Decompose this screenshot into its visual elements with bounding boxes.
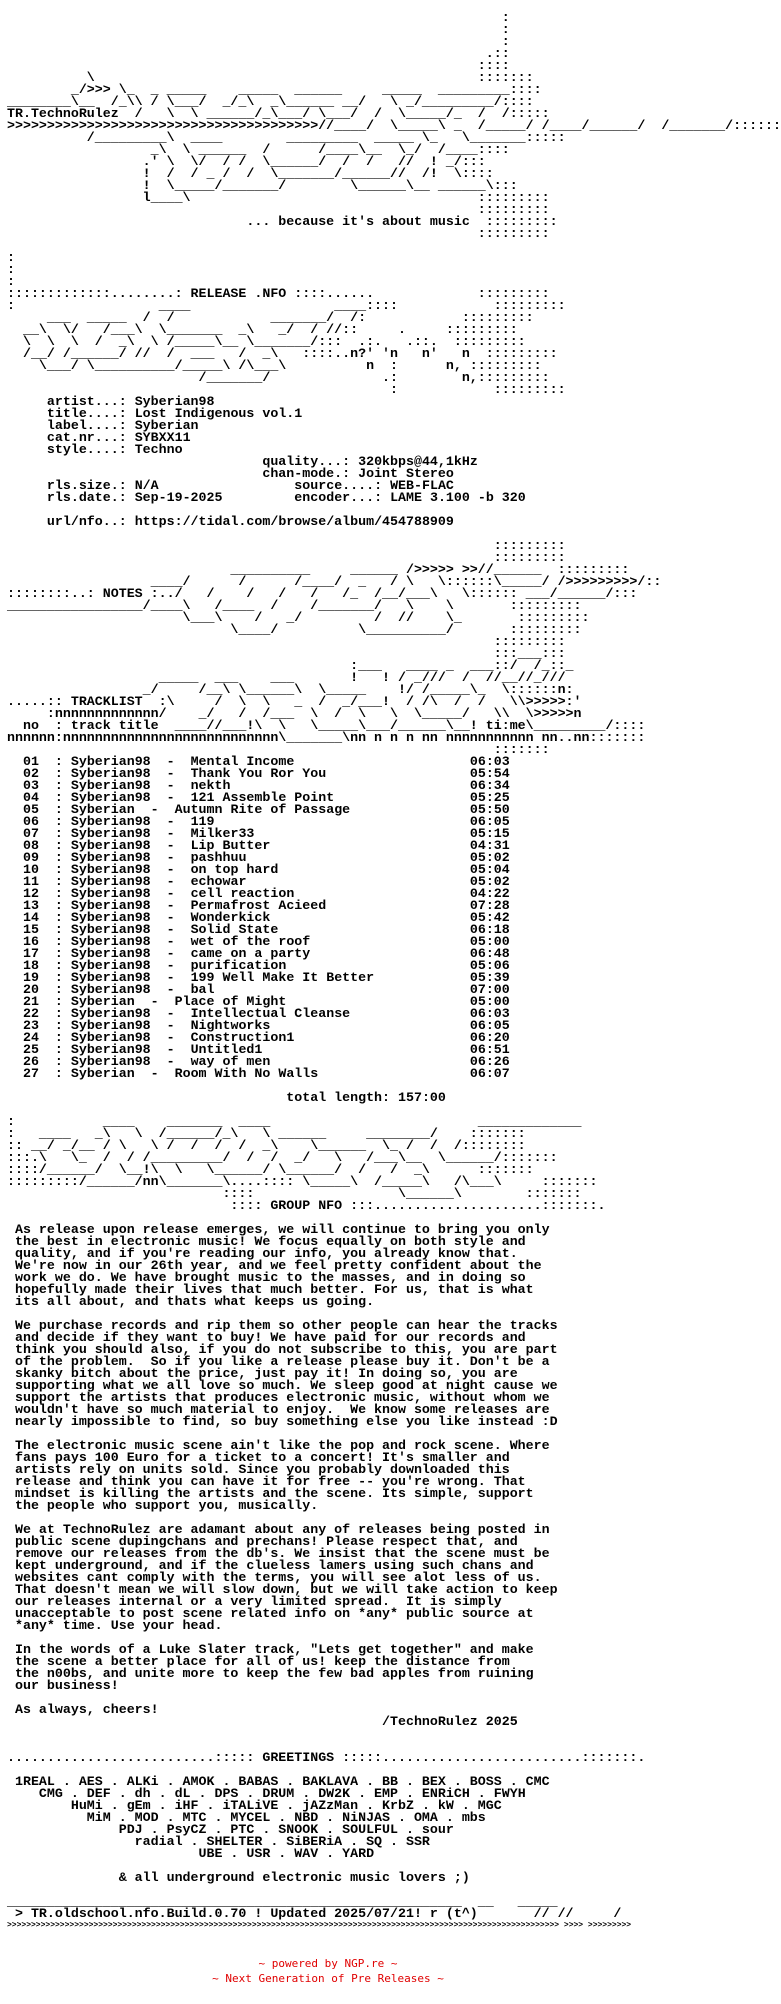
label-value: Syberian xyxy=(134,418,199,433)
track-row: 16 : Syberian98 - wet of the roof 05:00 xyxy=(22,934,510,949)
group-nfo-line: The electronic music scene ain't like the pop and rock scene. Where xyxy=(7,1438,550,1453)
greetings-names: PDJ . PsyCZ . PTC . SNOOK . SOULFUL . sour xyxy=(118,1822,454,1837)
track-number: 08 xyxy=(22,838,39,853)
style-label: style....: xyxy=(46,442,127,457)
track-artist: Syberian xyxy=(70,802,135,817)
track-row: 21 : Syberian - Place of Might 05:00 xyxy=(22,994,510,1009)
release-art-line: : xyxy=(7,250,15,265)
greetings-names: CMG . DEF . dh . dL . DPS . DRUM . DW2K . EMP . ENRiCH . FWYH xyxy=(38,1786,526,1801)
release-art-line xyxy=(7,240,781,252)
track-row: 01 : Syberian98 - Mental Income 06:03 xyxy=(22,754,510,769)
track-artist: Syberian98 xyxy=(70,838,151,853)
url-label: url/nfo..: xyxy=(46,514,127,529)
track-title: came on a party xyxy=(190,946,311,961)
track-time: 05:50 xyxy=(469,802,510,817)
group-nfo-line: /TechnoRulez 2025 xyxy=(7,1714,518,1729)
track-time: 05:42 xyxy=(469,910,510,925)
greetings-names: HuMi . gEm . iHF . iTALiVE . jAZzMan . KrbZ . kW . MGC xyxy=(70,1798,502,1813)
track-title: nekth xyxy=(190,778,231,793)
artist-value: Syberian98 xyxy=(134,394,215,409)
total-length-label: total length: xyxy=(286,1090,391,1105)
greetings-names: radial . SHELTER . SiBERiA . SQ . SSR xyxy=(134,1834,430,1849)
notes-art-line: \___\ / _/ / // \_ ::::::::: xyxy=(7,610,590,625)
group-nfo-line: kept underground, and if the clueless lamers using such chans and xyxy=(7,1558,534,1573)
track-artist: Syberian98 xyxy=(70,922,151,937)
group-nfo-line: our business! xyxy=(7,1678,119,1693)
date-label: rls.date.: xyxy=(46,490,127,505)
track-row: 06 : Syberian98 - 119 06:05 xyxy=(22,814,510,829)
track-number: 06 xyxy=(22,814,39,829)
header-art-line: \ ::::::: xyxy=(7,70,534,85)
chanmode-label: chan-mode.: xyxy=(262,466,351,481)
date-value: Sep-19-2025 xyxy=(134,490,223,505)
group-nfo-line: artists rely on units sold. Since you probably downloaded this xyxy=(7,1462,510,1477)
group-nfo-line: *any* time. Use your head. xyxy=(7,1618,223,1633)
track-artist: Syberian98 xyxy=(70,1018,151,1033)
track-artist: Syberian98 xyxy=(70,1006,151,1021)
info-row-date-encoder xyxy=(7,492,781,504)
group-nfo-line: public scene dupingchans and prechans! Please respect that, and xyxy=(7,1534,518,1549)
track-row: 19 : Syberian98 - 199 Well Make It Better 05:39 xyxy=(22,970,510,985)
track-number: 02 xyxy=(22,766,39,781)
greetings-names: MiM . MOD . MTC . MYCEL . NBD . NiNJAS . OMA . mbs xyxy=(86,1810,486,1825)
notes-art-line: _________________/____\ /____ / /_______/ \ \ ::::::::: xyxy=(7,598,582,613)
tracklist-art-line: ::::::: xyxy=(7,742,550,757)
track-artist: Syberian98 xyxy=(70,982,151,997)
track-time: 04:22 xyxy=(469,886,510,901)
track-time: 06:05 xyxy=(469,814,510,829)
track-row: 26 : Syberian98 - way of men 06:26 xyxy=(22,1054,510,1069)
blank-line xyxy=(7,1728,781,1740)
header-art-line: :::: xyxy=(7,58,510,73)
track-row: 14 : Syberian98 - Wonderkick 05:42 xyxy=(22,910,510,925)
track-row: 20 : Syberian98 - bal 07:00 xyxy=(22,982,510,997)
header-art-line: : xyxy=(7,10,510,25)
track-artist: Syberian98 xyxy=(70,898,151,913)
quality-label: quality...: xyxy=(262,454,351,469)
group-nfo-line: wouldn't have so much material to enjoy. We know some releases are xyxy=(7,1402,550,1417)
group-nfo-line: of the problem. So if you like a release please buy it. Don't be a xyxy=(7,1354,550,1369)
header-art-line: .:: xyxy=(7,46,510,61)
group-nfo-line: hopefully made their lives that much better. For us, that is what xyxy=(7,1282,534,1297)
track-title: Untitled1 xyxy=(190,1042,263,1057)
footer-slogan: ~ Next Generation of Pre Releases ~ xyxy=(212,1972,444,1985)
track-title: purification xyxy=(190,958,287,973)
footer xyxy=(0,1956,656,1986)
track-time: 06:20 xyxy=(469,1030,510,1045)
track-title: pashhuu xyxy=(190,850,247,865)
catnr-label: cat.nr...: xyxy=(46,430,127,445)
release-art-line: __\ \/ /___\ \_______ _\ _/ / //:: . ::::::::: xyxy=(7,322,518,337)
track-number: 09 xyxy=(22,850,39,865)
greetings-line xyxy=(7,1848,781,1860)
group-nfo-line: support the artists that produces electronic music, without whom we xyxy=(7,1390,550,1405)
release-art-line: ___ _____ / / _______/ /: ::::::::: xyxy=(7,310,534,325)
nfo-document xyxy=(7,12,781,1932)
group-nfo-line: supporting what we all love so much. We sleep good at night cause we xyxy=(7,1378,558,1393)
release-art-line: /__/ /______/ // / ___ / _\ ::::..n?' 'n n' n ::::::::: xyxy=(7,346,558,361)
title-value: Lost Indigenous vol.1 xyxy=(134,406,303,421)
notes-art-line: :::___::: xyxy=(7,646,566,661)
track-row: 02 : Syberian98 - Thank You Ror You 05:54 xyxy=(22,766,510,781)
group-logo-art-line: :::::::::/______/nn\_______\....:::: \_____\ /_____\ /\___\ ::::::: xyxy=(7,1174,598,1189)
notes-art-line: ::::::::: xyxy=(7,634,566,649)
track-row: 05 : Syberian - Autumn Rite of Passage 05:50 xyxy=(22,802,510,817)
notes-section-header: ::::::::..: NOTES :../ / / / / /_ /__/___\ \:::::: ___/______/::: xyxy=(7,586,638,601)
track-number: 23 xyxy=(22,1018,39,1033)
track-number: 03 xyxy=(22,778,39,793)
track-title: Construction1 xyxy=(190,1030,295,1045)
track-title: Milker33 xyxy=(190,826,255,841)
track-row: 27 : Syberian - Room With No Walls 06:07 xyxy=(22,1066,510,1081)
track-time: 05:00 xyxy=(469,994,510,1009)
track-title: Lip Butter xyxy=(190,838,271,853)
header-art-line: ::::::::: xyxy=(7,226,550,241)
track-row: 03 : Syberian98 - nekth 06:34 xyxy=(22,778,510,793)
track-number: 26 xyxy=(22,1054,39,1069)
track-number: 05 xyxy=(22,802,39,817)
track-time: 06:07 xyxy=(469,1066,510,1081)
quality-value: 320kbps@44,1kHz xyxy=(358,454,478,469)
track-artist: Syberian98 xyxy=(70,874,151,889)
build-bar-bottom: >>>>>>>>>>>>>>>>>>>>>>>>>>>>>>>>>>>>>>>>>>>>>>>>>>>>>>>>>>>>>>>>>>>>>>>>>>>>>>>>>>>>>>>>>>>>>>>>>>>>>>>>>>>>>>>>>>> >>>> >>>>>>>>> xyxy=(7,1921,632,1930)
group-logo-art-line: :: __/ _/__ / \ \ / / / / _\ \______ \_ / / /:::::::: xyxy=(7,1138,526,1153)
group-logo-line: TR.TechnoRulez / \ \ ______/_\___/ \___/ / \_____/_ / /::::: xyxy=(7,106,550,121)
group-logo-art-line: ::::/______/ \__!\ \ \______/ \______/ / / _\ ::::::: xyxy=(7,1162,534,1177)
track-time: 06:48 xyxy=(469,946,510,961)
track-time: 05:54 xyxy=(469,766,510,781)
track-number: 07 xyxy=(22,826,39,841)
track-artist: Syberian98 xyxy=(70,934,151,949)
track-number: 17 xyxy=(22,946,39,961)
track-row: 15 : Syberian98 - Solid State 06:18 xyxy=(22,922,510,937)
track-time: 06:03 xyxy=(469,754,510,769)
track-row: 25 : Syberian98 - Untitled1 06:51 xyxy=(22,1042,510,1057)
header-art-line: .' \ \/ / / \______/ / / // ! _/::: xyxy=(7,154,486,169)
track-number: 27 xyxy=(22,1066,39,1081)
group-nfo-line: quality, and if you're reading our info, you already know that. xyxy=(7,1246,518,1261)
source-value: WEB-FLAC xyxy=(390,478,454,493)
track-number: 13 xyxy=(22,898,39,913)
group-logo-art-line: :::.\ \_ / / /_________/ / / _/ \ /___\__ \______/::::::: xyxy=(7,1150,558,1165)
track-row: 24 : Syberian98 - Construction1 06:20 xyxy=(22,1030,510,1045)
source-label: source....: xyxy=(294,478,383,493)
tracklist-art-line: _/ /__\ \______\ \_____ !/ /_____\_ \::::::n: xyxy=(7,682,574,697)
release-art-line: : ____ ____:::: ::::::::: xyxy=(7,298,566,313)
greetings-names: UBE . USR . WAV . YARD xyxy=(198,1846,375,1861)
title-label: title....: xyxy=(46,406,127,421)
release-art-line: : xyxy=(7,262,15,277)
track-title: Intellectual Cleanse xyxy=(190,1006,351,1021)
header-art-line: /_________\ ____ _________ _____ \_ \_______::::: xyxy=(7,130,566,145)
track-number: 04 xyxy=(22,790,39,805)
track-row: 11 : Syberian98 - echowar 05:02 xyxy=(22,874,510,889)
header-art-line: ________\__ /_\\ / \___/ _/_\ _\______ __/ \ _/_________/:::: xyxy=(7,94,534,109)
group-nfo-line: the n00bs, and unite more to keep the few bad apples from ruining xyxy=(7,1666,534,1681)
tracklist-section-header: .....:: TRACKLIST :\ / \ \ _ / _/___! / /\ / / \\>>>>>:' xyxy=(7,694,582,709)
encoder-label: encoder...: xyxy=(294,490,383,505)
track-title: way of men xyxy=(190,1054,271,1069)
tracklist xyxy=(7,756,781,1080)
track-title: Permafrost Acieed xyxy=(190,898,327,913)
track-row: 17 : Syberian98 - came on a party 06:48 xyxy=(22,946,510,961)
track-row: 12 : Syberian98 - cell reaction 04:22 xyxy=(22,886,510,901)
url-value: https://tidal.com/browse/album/454788909 xyxy=(134,514,454,529)
release-art-line: : ::::::::: xyxy=(7,382,566,397)
track-row: 08 : Syberian98 - Lip Butter 04:31 xyxy=(22,838,510,853)
group-nfo-line: work we do. We have brought music to the masses, and in doing so xyxy=(7,1270,526,1285)
group-nfo-line: websites cant comply with the terms, you will see alot less of us. xyxy=(7,1570,542,1585)
track-number: 15 xyxy=(22,922,39,937)
header-art-line: l____\ ::::::::: xyxy=(7,190,550,205)
group-nfo-line: fans pays 100 Euro for a ticket to a concert! It's smaller and xyxy=(7,1450,510,1465)
track-number: 25 xyxy=(22,1042,39,1057)
group-logo-art-line: :::: \______\ ::::::: xyxy=(7,1186,582,1201)
group-nfo-line: unacceptable to post scene related info on *any* public source at xyxy=(7,1606,534,1621)
release-art-line: : xyxy=(7,274,15,289)
track-title: 119 xyxy=(190,814,215,829)
track-artist: Syberian98 xyxy=(70,814,151,829)
track-artist: Syberian98 xyxy=(70,910,151,925)
track-row: 10 : Syberian98 - on top hard 05:04 xyxy=(22,862,510,877)
group-nfo-line: our releases internal or a very limited spread. It is simply xyxy=(7,1594,502,1609)
notes-art-line: ::::::::: xyxy=(7,550,566,565)
track-title: Wonderkick xyxy=(190,910,271,925)
track-title: Mental Income xyxy=(190,754,295,769)
tracklist-art-line: :___ ____ _ ___::/ /_::_ xyxy=(7,658,574,673)
track-time: 07:00 xyxy=(469,982,510,997)
build-info-line: > TR.oldschool.nfo.Build.0.70 ! Updated 2025/07/21! r (t^) // // / xyxy=(7,1906,622,1921)
track-title: Nightworks xyxy=(190,1018,271,1033)
powered-by-text: ~ powered by NGP.re ~ xyxy=(258,1957,398,1970)
greetings-names: 1REAL . AES . ALKi . AMOK . BABAS . BAKLAVA . BB . BEX . BOSS . CMC xyxy=(14,1774,550,1789)
total-length-row xyxy=(7,1092,781,1104)
track-time: 06:18 xyxy=(469,922,510,937)
track-time: 07:28 xyxy=(469,898,510,913)
tracklist-art-line: nnnnnn:nnnnnnnnnnnnnnnnnnnnnnnnnnn\_______\nn n n n nn nnnnnnnnnnn nn..nn::::::: xyxy=(7,730,646,745)
track-artist: Syberian98 xyxy=(70,862,151,877)
track-time: 06:34 xyxy=(469,778,510,793)
track-time: 06:03 xyxy=(469,1006,510,1021)
track-artist: Syberian98 xyxy=(70,754,151,769)
track-artist: Syberian98 xyxy=(70,958,151,973)
track-number: 18 xyxy=(22,958,39,973)
track-row: 13 : Syberian98 - Permafrost Acieed 07:28 xyxy=(22,898,510,913)
track-time: 06:05 xyxy=(469,1018,510,1033)
track-title: 121 Assemble Point xyxy=(190,790,335,805)
release-art-line: /_______/ .: n,::::::::: xyxy=(7,370,550,385)
artist-label: artist...: xyxy=(46,394,127,409)
header-art-line: ::::::::: xyxy=(7,202,550,217)
release-section-header: :::::::::::::........: RELEASE .NFO ::::...... ::::::::: xyxy=(7,286,550,301)
group-nfo-line: We're now in our 26th year, and we feel pretty confident about the xyxy=(7,1258,542,1273)
group-nfo-line: That doesn't mean we will slow down, but we will take action to keep xyxy=(7,1582,558,1597)
track-number: 01 xyxy=(22,754,39,769)
track-artist: Syberian98 xyxy=(70,826,151,841)
track-time: 05:00 xyxy=(469,934,510,949)
group-nfo-text xyxy=(7,1224,781,1728)
group-nfo-line: and decide if they want to buy! We have paid for our records and xyxy=(7,1330,526,1345)
release-art-line: \___/ \__________/_____\ /\___\ n : n, ::::::::: xyxy=(7,358,550,373)
track-artist: Syberian98 xyxy=(70,1054,151,1069)
notes-art-line: ____/ / /____/ _ / \ \::::::\_____/ />>>>>>>>>/:: xyxy=(7,574,662,589)
info-row-url xyxy=(7,516,781,528)
group-nfo-line: the scene a better place for all of us! keep the distance from xyxy=(7,1654,510,1669)
header-art-line: _/>>> \_ _ _____ _____ ______ _____ _________:::: xyxy=(7,82,542,97)
tracklist-art-line: _____ ___ ___ ! ! / _/// / //__//_/// xyxy=(7,670,566,685)
group-nfo-line: We purchase records and rip them so other people can hear the tracks xyxy=(7,1318,558,1333)
group-nfo-line: the best in electronic music! We focus equally on both style and xyxy=(7,1234,526,1249)
group-logo-art-line: : ____ _______ ____ _____________ xyxy=(7,1114,582,1129)
label-label: label....: xyxy=(46,418,127,433)
track-title: bal xyxy=(190,982,215,997)
track-title: 199 Well Make It Better xyxy=(190,970,375,985)
track-artist: Syberian98 xyxy=(70,970,151,985)
total-length-value: 157:00 xyxy=(398,1090,446,1105)
encoder-value: LAME 3.100 -b 320 xyxy=(390,490,526,505)
track-artist: Syberian98 xyxy=(70,766,151,781)
track-number: 22 xyxy=(22,1006,39,1021)
size-label: rls.size.: xyxy=(46,478,127,493)
track-artist: Syberian98 xyxy=(70,850,151,865)
release-art-line: \ \ \ / _\ \ /_____\__ \_______/::: .:. .::. ::::::::: xyxy=(7,334,526,349)
group-nfo-line: release and think you can have it for free -- you're wrong. That xyxy=(7,1474,526,1489)
header-art-line: _\ \ ______ / /____\__ \_/ /____:::: xyxy=(7,142,510,157)
greetings-closing-text: & all underground electronic music lovers ;) xyxy=(118,1870,470,1885)
track-number: 16 xyxy=(22,934,39,949)
track-artist: Syberian98 xyxy=(70,1042,151,1057)
track-title: Room With No Walls xyxy=(174,1066,319,1081)
track-title: Thank You Ror You xyxy=(190,766,327,781)
size-value: N/A xyxy=(134,478,159,493)
header-art-line: >>>>>>>>>>>>>>>>>>>>>>>>>>>>>>>>>>>>>>>//____/ \_____\ _ /_____/ /____/______/ /_______/:::::: xyxy=(7,118,781,133)
track-artist: Syberian98 xyxy=(70,778,151,793)
notes-art-line: ::::::::: xyxy=(7,538,566,553)
track-row: 22 : Syberian98 - Intellectual Cleanse 06:03 xyxy=(22,1006,510,1021)
track-artist: Syberian xyxy=(70,1066,135,1081)
track-title: on top hard xyxy=(190,862,279,877)
header-art-line: : xyxy=(7,34,510,49)
track-artist: Syberian98 xyxy=(70,790,151,805)
group-nfo-line: skanky bitch about the price, just pay it! In doing so, you are xyxy=(7,1366,518,1381)
track-time: 04:31 xyxy=(469,838,510,853)
track-time: 05:15 xyxy=(469,826,510,841)
style-value: Techno xyxy=(134,442,183,457)
track-number: 14 xyxy=(22,910,39,925)
group-nfo-line: We at TechnoRulez are adamant about any of releases being posted in xyxy=(7,1522,550,1537)
notes-art-line: \____/ \__________/ ::::::::: xyxy=(7,622,582,637)
track-title: Place of Might xyxy=(174,994,287,1009)
track-title: cell reaction xyxy=(190,886,295,901)
track-number: 12 xyxy=(22,886,39,901)
group-logo-art-line: : ____ _\ \ /______/_\ \ ______ ________/ ::::::: xyxy=(7,1126,526,1141)
track-row: 23 : Syberian98 - Nightworks 06:05 xyxy=(22,1018,510,1033)
track-title: Solid State xyxy=(190,922,279,937)
track-row: 07 : Syberian98 - Milker33 05:15 xyxy=(22,826,510,841)
track-row: 09 : Syberian98 - pashhuu 05:02 xyxy=(22,850,510,865)
greetings-closing xyxy=(7,1872,781,1884)
track-title: Autumn Rite of Passage xyxy=(174,802,351,817)
track-row: 18 : Syberian98 - purification 05:06 xyxy=(22,958,510,973)
notes-art-line: __________ ______ />>>>> >>//______ ::::::::: xyxy=(7,562,630,577)
greetings-list xyxy=(7,1776,781,1860)
tagline-line: ... because it's about music ::::::::: xyxy=(7,214,558,229)
track-artist: Syberian98 xyxy=(70,1030,151,1045)
track-time: 05:25 xyxy=(469,790,510,805)
track-title: echowar xyxy=(190,874,247,889)
track-time: 05:02 xyxy=(469,874,510,889)
track-time: 05:02 xyxy=(469,850,510,865)
greetings-section-header: ..........................::::: GREETINGS :::::.........................:::::::. xyxy=(7,1750,646,1765)
build-bar-top: _________________________________________________________ __ _____ xyxy=(7,1894,558,1909)
track-time: 05:04 xyxy=(469,862,510,877)
track-row: 04 : Syberian98 - 121 Assemble Point 05:25 xyxy=(22,790,510,805)
header-art-line: : xyxy=(7,22,510,37)
track-time: 05:06 xyxy=(469,958,510,973)
track-time: 05:39 xyxy=(469,970,510,985)
track-artist: Syberian98 xyxy=(70,946,151,961)
tracklist-column-headers: no : track title ____//___!\ \ \_____\___/______\__! ti:me\_________/:::: xyxy=(7,718,646,733)
track-time: 06:26 xyxy=(469,1054,510,1069)
header-art-line: ! \_____/_______/ \______\__ ______\::: xyxy=(7,178,518,193)
group-nfo-line: the people who support you, musically. xyxy=(7,1498,319,1513)
group-nfo-line: As release upon release emerges, we will continue to bring you only xyxy=(7,1222,550,1237)
track-number: 21 xyxy=(22,994,39,1009)
group-nfo-line: remove our releases from the db's. We insist that the scene must be xyxy=(7,1546,550,1561)
track-artist: Syberian xyxy=(70,994,135,1009)
header-art-line: ! / / _ / / \_______/______// /! \:::: xyxy=(7,166,494,181)
track-number: 10 xyxy=(22,862,39,877)
group-nfo-line: mindset is killing the artists and the scene. Its simple, support xyxy=(7,1486,534,1501)
chanmode-value: Joint Stereo xyxy=(358,466,454,481)
track-number: 24 xyxy=(22,1030,39,1045)
catnr-value: SYBXX11 xyxy=(134,430,191,445)
group-nfo-line: think you should also, if you do not subscribe to this, you are part xyxy=(7,1342,558,1357)
group-nfo-line: As always, cheers! xyxy=(7,1702,159,1717)
track-number: 20 xyxy=(22,982,39,997)
tracklist-art-line: :nnnnnnnnnnnnn/ _/ / /___ \ / \ \ \_____/ \\ \>>>>>n xyxy=(7,706,582,721)
group-nfo-line: nearly impossible to find, so buy something else you like instead :D xyxy=(7,1414,558,1429)
group-nfo-line: its all about, and thats what keeps us going. xyxy=(7,1294,375,1309)
track-artist: Syberian98 xyxy=(70,886,151,901)
track-time: 06:51 xyxy=(469,1042,510,1057)
track-title: wet of the roof xyxy=(190,934,311,949)
group-nfo-section-header: :::: GROUP NFO :::.....................:::::::. xyxy=(7,1198,606,1213)
track-number: 11 xyxy=(22,874,39,889)
track-number: 19 xyxy=(22,970,39,985)
group-nfo-line: In the words of a Luke Slater track, "Lets get together" and make xyxy=(7,1642,534,1657)
